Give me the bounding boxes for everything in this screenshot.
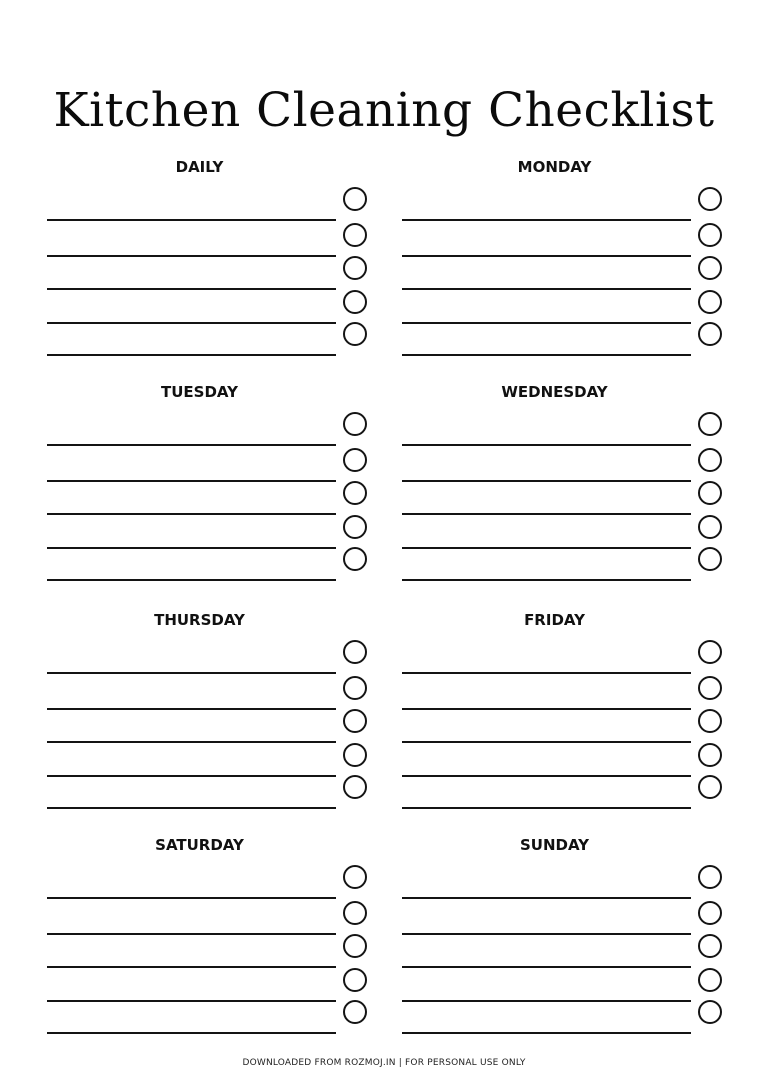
checkbox-circle[interactable] (343, 223, 367, 247)
checklist-item (402, 676, 722, 710)
checkbox-circle[interactable] (343, 968, 367, 992)
checkbox-circle[interactable] (698, 934, 722, 958)
task-line[interactable] (402, 579, 691, 581)
checklist-item (402, 448, 722, 482)
task-line[interactable] (47, 579, 336, 581)
checklist-item (47, 412, 367, 446)
checklist-item (402, 640, 722, 674)
section-friday (402, 610, 722, 810)
task-line[interactable] (47, 807, 336, 809)
task-line[interactable] (402, 354, 691, 356)
section-heading: DAILY (175, 158, 224, 176)
task-line[interactable] (47, 897, 336, 899)
checkbox-circle[interactable] (698, 412, 722, 436)
section-heading: TUESDAY (161, 383, 238, 401)
task-line[interactable] (47, 1032, 336, 1034)
checklist-item (47, 322, 367, 356)
task-line[interactable] (402, 219, 691, 221)
page-title: Kitchen Cleaning Checklist (53, 83, 715, 139)
task-line[interactable] (402, 1032, 691, 1034)
checklist-item (47, 290, 367, 324)
checklist-item (402, 775, 722, 809)
checklist-item (47, 256, 367, 290)
checkbox-circle[interactable] (698, 676, 722, 700)
checkbox-circle[interactable] (343, 290, 367, 314)
section-heading: SUNDAY (519, 836, 590, 854)
checkbox-circle[interactable] (698, 322, 722, 346)
checklist-item (47, 481, 367, 515)
checklist-item (47, 515, 367, 549)
checkbox-circle[interactable] (698, 775, 722, 799)
checklist-item (47, 676, 367, 710)
checklist-item (402, 865, 722, 899)
checklist-item (402, 256, 722, 290)
checkbox-circle[interactable] (343, 640, 367, 664)
task-line[interactable] (402, 444, 691, 446)
checklist-item (402, 934, 722, 968)
checklist-item (47, 934, 367, 968)
checkbox-circle[interactable] (698, 547, 722, 571)
checkbox-circle[interactable] (698, 640, 722, 664)
checkbox-circle[interactable] (343, 934, 367, 958)
section-heading: THURSDAY (154, 611, 245, 629)
checkbox-circle[interactable] (343, 865, 367, 889)
task-line[interactable] (402, 897, 691, 899)
checklist-item (402, 290, 722, 324)
checkbox-circle[interactable] (698, 187, 722, 211)
task-line[interactable] (47, 444, 336, 446)
checklist-item (402, 481, 722, 515)
checklist-item (402, 901, 722, 935)
checkbox-circle[interactable] (698, 481, 722, 505)
checkbox-circle[interactable] (698, 1000, 722, 1024)
task-line[interactable] (47, 672, 336, 674)
section-wednesday (402, 382, 722, 582)
checkbox-circle[interactable] (343, 322, 367, 346)
checkbox-circle[interactable] (698, 290, 722, 314)
checkbox-circle[interactable] (343, 547, 367, 571)
checkbox-circle[interactable] (698, 968, 722, 992)
section-heading: WEDNESDAY (501, 383, 608, 401)
section-sunday (402, 835, 722, 1035)
checklist-item (402, 968, 722, 1002)
section-daily (47, 157, 367, 357)
checkbox-circle[interactable] (343, 709, 367, 733)
checklist-item (47, 743, 367, 777)
section-heading: SATURDAY (155, 836, 244, 854)
section-tuesday (47, 382, 367, 582)
checklist-item (402, 412, 722, 446)
checkbox-circle[interactable] (343, 901, 367, 925)
footer-credit: DOWNLOADED FROM ROZMOJ.IN | FOR PERSONAL USE ONLY (242, 1058, 526, 1068)
checklist-item (47, 968, 367, 1002)
checkbox-circle[interactable] (343, 676, 367, 700)
checklist-item (402, 187, 722, 221)
checklist-item (402, 743, 722, 777)
checkbox-circle[interactable] (698, 901, 722, 925)
section-heading: FRIDAY (524, 611, 585, 629)
task-line[interactable] (47, 219, 336, 221)
checklist-item (402, 223, 722, 257)
checklist-item (47, 640, 367, 674)
checklist-item (47, 223, 367, 257)
checklist-item (47, 187, 367, 221)
checklist-item (402, 515, 722, 549)
checklist-item (402, 547, 722, 581)
checklist-item (47, 1000, 367, 1034)
checkbox-circle[interactable] (698, 743, 722, 767)
section-heading: MONDAY (517, 158, 592, 176)
checklist-item (47, 709, 367, 743)
task-line[interactable] (402, 672, 691, 674)
checkbox-circle[interactable] (343, 187, 367, 211)
checkbox-circle[interactable] (698, 223, 722, 247)
task-line[interactable] (402, 807, 691, 809)
checkbox-circle[interactable] (343, 1000, 367, 1024)
checkbox-circle[interactable] (698, 865, 722, 889)
checklist-item (402, 709, 722, 743)
checkbox-circle[interactable] (343, 412, 367, 436)
checklist-item (47, 448, 367, 482)
checkbox-circle[interactable] (343, 448, 367, 472)
checklist-item (47, 865, 367, 899)
section-monday (402, 157, 722, 357)
checklist-item (47, 547, 367, 581)
checkbox-circle[interactable] (343, 775, 367, 799)
checklist-item (47, 775, 367, 809)
checklist-item (402, 1000, 722, 1034)
checkbox-circle[interactable] (343, 515, 367, 539)
task-line[interactable] (47, 354, 336, 356)
checklist-item (47, 901, 367, 935)
section-thursday (47, 610, 367, 810)
checkbox-circle[interactable] (698, 256, 722, 280)
section-saturday (47, 835, 367, 1035)
checkbox-circle[interactable] (343, 743, 367, 767)
checkbox-circle[interactable] (698, 448, 722, 472)
checkbox-circle[interactable] (698, 515, 722, 539)
checkbox-circle[interactable] (343, 481, 367, 505)
checkbox-circle[interactable] (698, 709, 722, 733)
checklist-item (402, 322, 722, 356)
checkbox-circle[interactable] (343, 256, 367, 280)
